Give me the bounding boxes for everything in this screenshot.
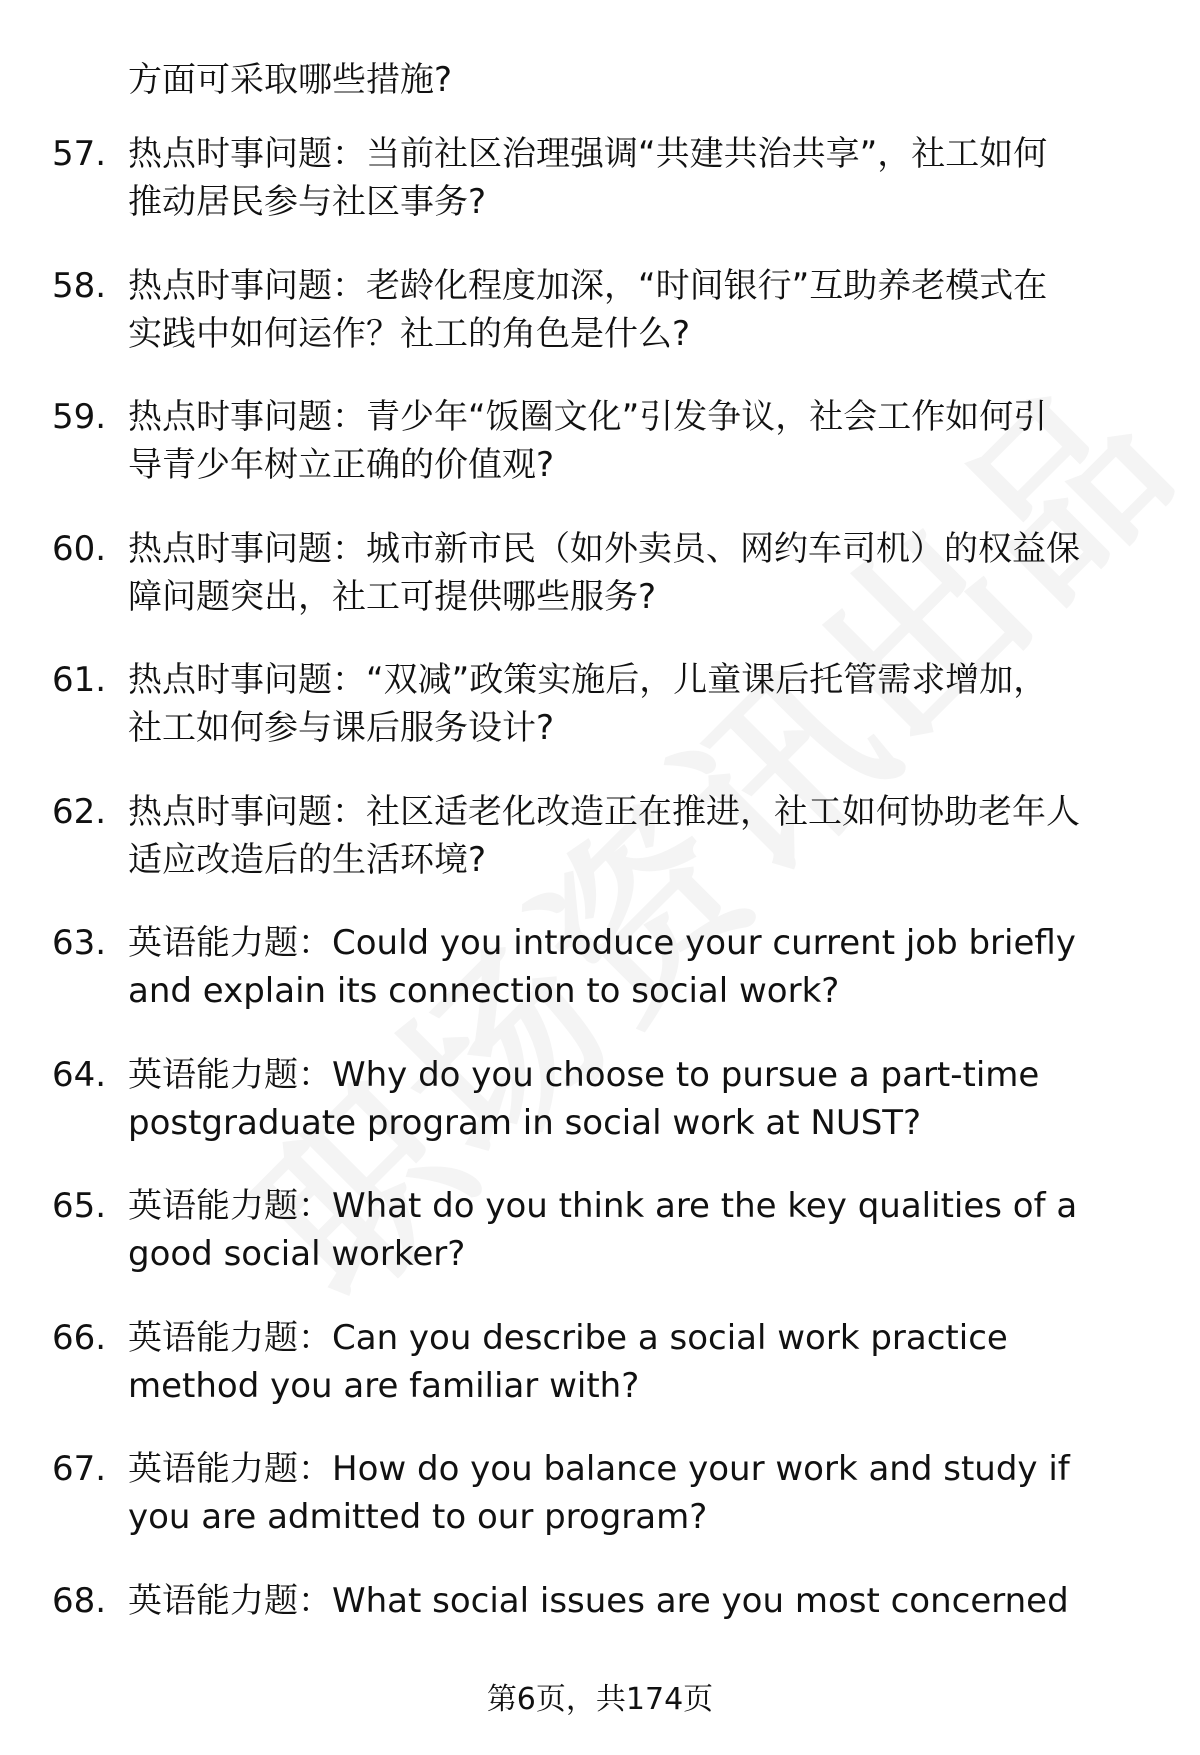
question-number: 58. [52, 265, 107, 306]
question-text [128, 130, 1148, 226]
question-list [0, 130, 1200, 1708]
question-line: 推动居民参与社区事务? [128, 182, 487, 222]
question-item [0, 525, 1200, 657]
question-item [0, 1445, 1200, 1577]
question-line: 热点时事问题：社区适老化改造正在推进，社工如何协助老年人 [128, 791, 1080, 832]
question-line: 热点时事问题：当前社区治理强调“共建共治共享”，社工如何 [128, 134, 1048, 174]
question-text [128, 1314, 1148, 1410]
question-item [0, 1314, 1200, 1446]
question-line: 实践中如何运作？社工的角色是什么? [128, 313, 691, 354]
question-line: 热点时事问题：“双减”政策实施后，儿童课后托管需求增加， [128, 660, 1048, 700]
question-line: method you are familiar with? [128, 1365, 640, 1406]
question-text [128, 919, 1148, 1015]
question-line: 英语能力题：Could you introduce your current job briefly [128, 923, 1076, 963]
question-number: 65. [52, 1186, 107, 1226]
question-line: 障问题突出，社工可提供哪些服务? [128, 576, 657, 617]
question-line: 适应改造后的生活环境? [128, 839, 487, 880]
question-line: 热点时事问题：城市新市民（如外卖员、网约车司机）的权益保 [128, 528, 1080, 569]
question-number: 63. [52, 923, 107, 963]
question-line: 英语能力题：What social issues are you most concerned [128, 1580, 1069, 1621]
question-text [128, 1577, 1148, 1625]
question-line: 英语能力题：What do you think are the key qualities of a [128, 1186, 1078, 1226]
page-footer: 第6页，共174页 [486, 1682, 714, 1717]
question-item [0, 788, 1200, 920]
question-number: 67. [52, 1449, 107, 1489]
question-item [0, 919, 1200, 1051]
question-item [0, 393, 1200, 525]
question-item [0, 1182, 1200, 1314]
question-number: 57. [52, 134, 107, 174]
question-text [128, 656, 1148, 752]
question-line: postgraduate program in social work at NUST? [128, 1102, 922, 1143]
question-line: good social worker? [128, 1234, 466, 1274]
question-line: 导青少年树立正确的价值观? [128, 445, 555, 485]
question-line: 英语能力题：How do you balance your work and study if [128, 1449, 1070, 1489]
continued-question-text: 方面可采取哪些措施? [128, 60, 453, 100]
question-text [128, 525, 1148, 621]
question-text [128, 1445, 1148, 1541]
question-number: 59. [52, 397, 107, 437]
question-number: 62. [52, 791, 107, 832]
question-number: 66. [52, 1317, 107, 1358]
question-item [0, 656, 1200, 788]
question-text [128, 393, 1148, 489]
question-line: 英语能力题：Can you describe a social work practice [128, 1317, 1008, 1358]
question-text [128, 788, 1148, 884]
question-number: 68. [52, 1580, 107, 1621]
question-text [128, 1051, 1148, 1147]
question-line: you are admitted to our program? [128, 1497, 708, 1537]
question-number: 60. [52, 528, 107, 569]
question-text [128, 262, 1148, 358]
question-line: 英语能力题：Why do you choose to pursue a part-time [128, 1054, 1040, 1095]
question-number: 64. [52, 1054, 107, 1095]
question-number: 61. [52, 660, 107, 700]
question-text [128, 1182, 1148, 1278]
question-item [0, 1051, 1200, 1183]
question-line: and explain its connection to social work? [128, 971, 840, 1011]
question-line: 热点时事问题：青少年“饭圈文化”引发争议，社会工作如何引 [128, 397, 1048, 437]
question-line: 社工如何参与课后服务设计? [128, 708, 555, 748]
question-item [0, 262, 1200, 394]
question-item [0, 130, 1200, 262]
question-line: 热点时事问题：老龄化程度加深，“时间银行”互助养老模式在 [128, 265, 1048, 306]
